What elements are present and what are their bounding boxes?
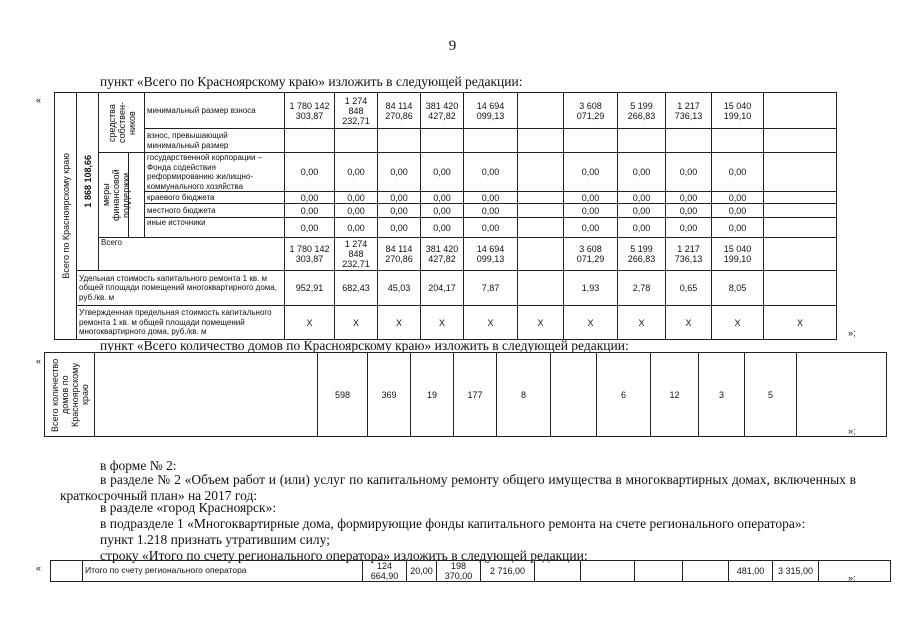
row-label: краевого бюджета	[145, 192, 285, 204]
cell: 0,00	[285, 218, 335, 238]
cell: 1,93	[564, 271, 618, 306]
cell: 682,43	[335, 271, 378, 306]
cell: 198 370,00	[437, 561, 481, 582]
cell: 14 694 099,13	[464, 238, 518, 271]
cell: 19	[411, 353, 454, 437]
cell: Х	[712, 306, 764, 340]
quote-close: »;	[848, 328, 856, 338]
table-row	[55, 271, 837, 306]
quote-close: »;	[848, 573, 856, 583]
cell: 7,87	[464, 271, 518, 306]
cell	[581, 561, 635, 582]
cell	[518, 271, 564, 306]
cell	[797, 353, 887, 437]
cell	[666, 129, 712, 153]
cell: Х	[378, 306, 421, 340]
quote-open: «	[36, 95, 42, 105]
cell: 369	[368, 353, 411, 437]
cell: 0,00	[464, 192, 518, 204]
cell: 8	[497, 353, 551, 437]
cell	[764, 271, 837, 306]
row-label: Утвержденная предельная стоимость капитального ремонта 1 кв. м общей площади помещений многоквартирного дома, руб./кв. м	[77, 306, 285, 340]
cell: 84 114 270,86	[378, 93, 421, 129]
cell: 2 716,00	[481, 561, 535, 582]
section-2-paragraph: в разделе № 2 «Объем работ и (или) услуг по капитальному ремонту общего имущества в многоквартирных домах, включенных в краткосрочный план» на 2017 год:	[60, 472, 856, 503]
cell: 0,00	[285, 192, 335, 204]
quote-close: »;	[848, 426, 856, 436]
table-row	[55, 204, 837, 218]
cell: 0,00	[666, 218, 712, 238]
cell: 0,00	[335, 218, 378, 238]
cell: 14 694 099,13	[464, 93, 518, 129]
cell: 15 040 199,10	[712, 238, 764, 271]
cell: 1 274 848 232,71	[335, 93, 378, 129]
quote-open: «	[36, 356, 42, 366]
cell: Х	[564, 306, 618, 340]
cell	[335, 129, 378, 153]
item-1218-paragraph: пункт 1.218 признать утратившим силу;	[100, 532, 330, 547]
cell	[518, 238, 564, 271]
cell: Х	[518, 306, 564, 340]
cell: 0,00	[712, 153, 764, 192]
cell: 84 114 270,86	[378, 238, 421, 271]
cell: 0,00	[378, 192, 421, 204]
cell: 0,00	[618, 192, 666, 204]
cell: 5	[745, 353, 797, 437]
table-row	[55, 306, 837, 340]
cell: Х	[666, 306, 712, 340]
cell: 0,00	[421, 218, 464, 238]
cell: 15 040 199,10	[712, 93, 764, 129]
group-own-label: средства собствен-ников	[106, 102, 137, 143]
heading-total-region: пункт «Всего по Красноярскому краю» изложить в следующей редакции:	[100, 74, 523, 89]
cell: Х	[618, 306, 666, 340]
cell	[564, 129, 618, 153]
cell: 3 315,00	[773, 561, 819, 582]
cell: 8,05	[712, 271, 764, 306]
row-label: Итого по счету регионального оператора	[83, 561, 363, 582]
cell: 481,00	[729, 561, 773, 582]
cell: 0,00	[285, 204, 335, 218]
cell	[635, 561, 683, 582]
table-row	[55, 153, 837, 192]
blank-cell	[95, 353, 318, 437]
cell: 0,00	[285, 153, 335, 192]
cell: 0,00	[712, 218, 764, 238]
cell	[683, 561, 729, 582]
cell: 0,00	[378, 218, 421, 238]
cell: 5 199 266,83	[618, 93, 666, 129]
group-support-cell	[99, 153, 129, 238]
cell: 0,00	[378, 153, 421, 192]
cell: 6	[597, 353, 651, 437]
cell	[764, 218, 837, 238]
cell: 3 608 071,29	[564, 93, 618, 129]
cell	[618, 129, 666, 153]
cell: 1 780 142 303,87	[285, 93, 335, 129]
cell: 0,00	[564, 204, 618, 218]
table-row	[45, 353, 887, 437]
cell: 1 780 142 303,87	[285, 238, 335, 271]
cell: 0,00	[335, 192, 378, 204]
cell	[535, 561, 581, 582]
cell: 1 274 848 232,71	[335, 238, 378, 271]
cell: 0,00	[712, 192, 764, 204]
cell: 0,00	[564, 218, 618, 238]
cell: 45,03	[378, 271, 421, 306]
cell: 0,00	[618, 204, 666, 218]
house-count-label: Всего количество домов по Красноярскому краю	[49, 357, 90, 432]
cell: 0,00	[666, 192, 712, 204]
cell: 0,00	[335, 204, 378, 218]
cell: 0,65	[666, 271, 712, 306]
cell: 0,00	[564, 153, 618, 192]
table-row	[51, 561, 891, 582]
blank-cell	[51, 561, 83, 582]
cell: Х	[335, 306, 378, 340]
cell	[518, 93, 564, 129]
table-row	[55, 192, 837, 204]
cell: 204,17	[421, 271, 464, 306]
cell	[464, 129, 518, 153]
cell	[764, 93, 837, 129]
cell: Х	[421, 306, 464, 340]
row-label: Всего	[99, 238, 285, 271]
cell: 0,00	[666, 204, 712, 218]
cell: 0,00	[666, 153, 712, 192]
cell: 0,00	[421, 192, 464, 204]
cell: 598	[318, 353, 368, 437]
regional-operator-total-table	[50, 560, 891, 582]
cell: 3 608 071,29	[564, 238, 618, 271]
cell: 3	[699, 353, 745, 437]
cell	[764, 192, 837, 204]
cell: 381 420 427,82	[421, 238, 464, 271]
cell: 0,00	[712, 204, 764, 218]
table-row	[55, 218, 837, 238]
cell: 0,00	[618, 218, 666, 238]
table-row	[55, 238, 837, 271]
side-label: Всего по Красноярскому краю	[60, 153, 71, 279]
house-count-label-cell	[45, 353, 95, 437]
cell	[378, 129, 421, 153]
quote-open: «	[36, 563, 42, 573]
cell	[518, 192, 564, 204]
cell: 0,00	[464, 218, 518, 238]
row-label: местного бюджета	[145, 204, 285, 218]
side-label-cell	[55, 93, 77, 340]
heading-total-houses: пункт «Всего количество домов по Красноярскому краю» изложить в следующей редакции:	[100, 338, 629, 353]
cell: 381 420 427,82	[421, 93, 464, 129]
cell: 124 664,90	[363, 561, 407, 582]
house-count-table	[44, 352, 887, 437]
subsection-1-paragraph: в подразделе 1 «Многоквартирные дома, формирующие фонды капитального ремонта на счете регионального оператора»:	[100, 516, 806, 531]
row-label: минимальный размер взноса	[145, 93, 285, 129]
row-label: государственной корпорации – Фонда содействия реформированию жилищно-коммунального хозяйства	[145, 153, 285, 192]
cell: 0,00	[335, 153, 378, 192]
cell: 177	[454, 353, 497, 437]
cell: 12	[651, 353, 699, 437]
cell	[518, 153, 564, 192]
cell: 0,00	[564, 192, 618, 204]
table-row	[55, 129, 837, 153]
cell: 952,91	[285, 271, 335, 306]
cell: 0,00	[618, 153, 666, 192]
page-number: 9	[448, 38, 457, 54]
cell	[285, 129, 335, 153]
cell: 5 199 266,83	[618, 238, 666, 271]
cell: Х	[285, 306, 335, 340]
cell: 0,00	[378, 204, 421, 218]
cell	[764, 204, 837, 218]
form-2-paragraph: в форме № 2:	[100, 458, 177, 473]
cell	[764, 129, 837, 153]
row-label: иные источники	[145, 218, 285, 238]
cell: 0,00	[421, 153, 464, 192]
total-area-cell	[77, 93, 99, 271]
cell: 0,00	[421, 204, 464, 218]
cell	[518, 204, 564, 218]
row-label: Удельная стоимость капитального ремонта 1 кв. м общей площади помещений многоквартирного дома, руб./кв. м	[77, 271, 285, 306]
cell: Х	[764, 306, 837, 340]
krasnoyarsk-section-paragraph: в разделе «город Красноярск»:	[100, 500, 277, 515]
cell: 1 217 736,13	[666, 93, 712, 129]
row-label: взнос, превышающий минимальный размер	[145, 129, 285, 153]
cell: 2,78	[618, 271, 666, 306]
cell	[712, 129, 764, 153]
cell: 0,00	[464, 204, 518, 218]
cell	[518, 218, 564, 238]
cell: 20,00	[407, 561, 437, 582]
total-area: 1 868 108,66	[82, 155, 93, 208]
cell	[764, 153, 837, 192]
cell	[518, 129, 564, 153]
cell	[764, 238, 837, 271]
table-row	[55, 93, 837, 129]
cell: 1 217 736,13	[666, 238, 712, 271]
cell: 0,00	[464, 153, 518, 192]
group-own-cell	[99, 93, 145, 153]
cell	[421, 129, 464, 153]
region-total-table	[54, 92, 837, 340]
total-row-paragraph: строку «Итого по счету регионального оператора» изложить в следующей редакции:	[100, 548, 588, 563]
cell: Х	[464, 306, 518, 340]
cell	[551, 353, 597, 437]
group-support-label: меры финансовой поддержки	[101, 169, 131, 221]
